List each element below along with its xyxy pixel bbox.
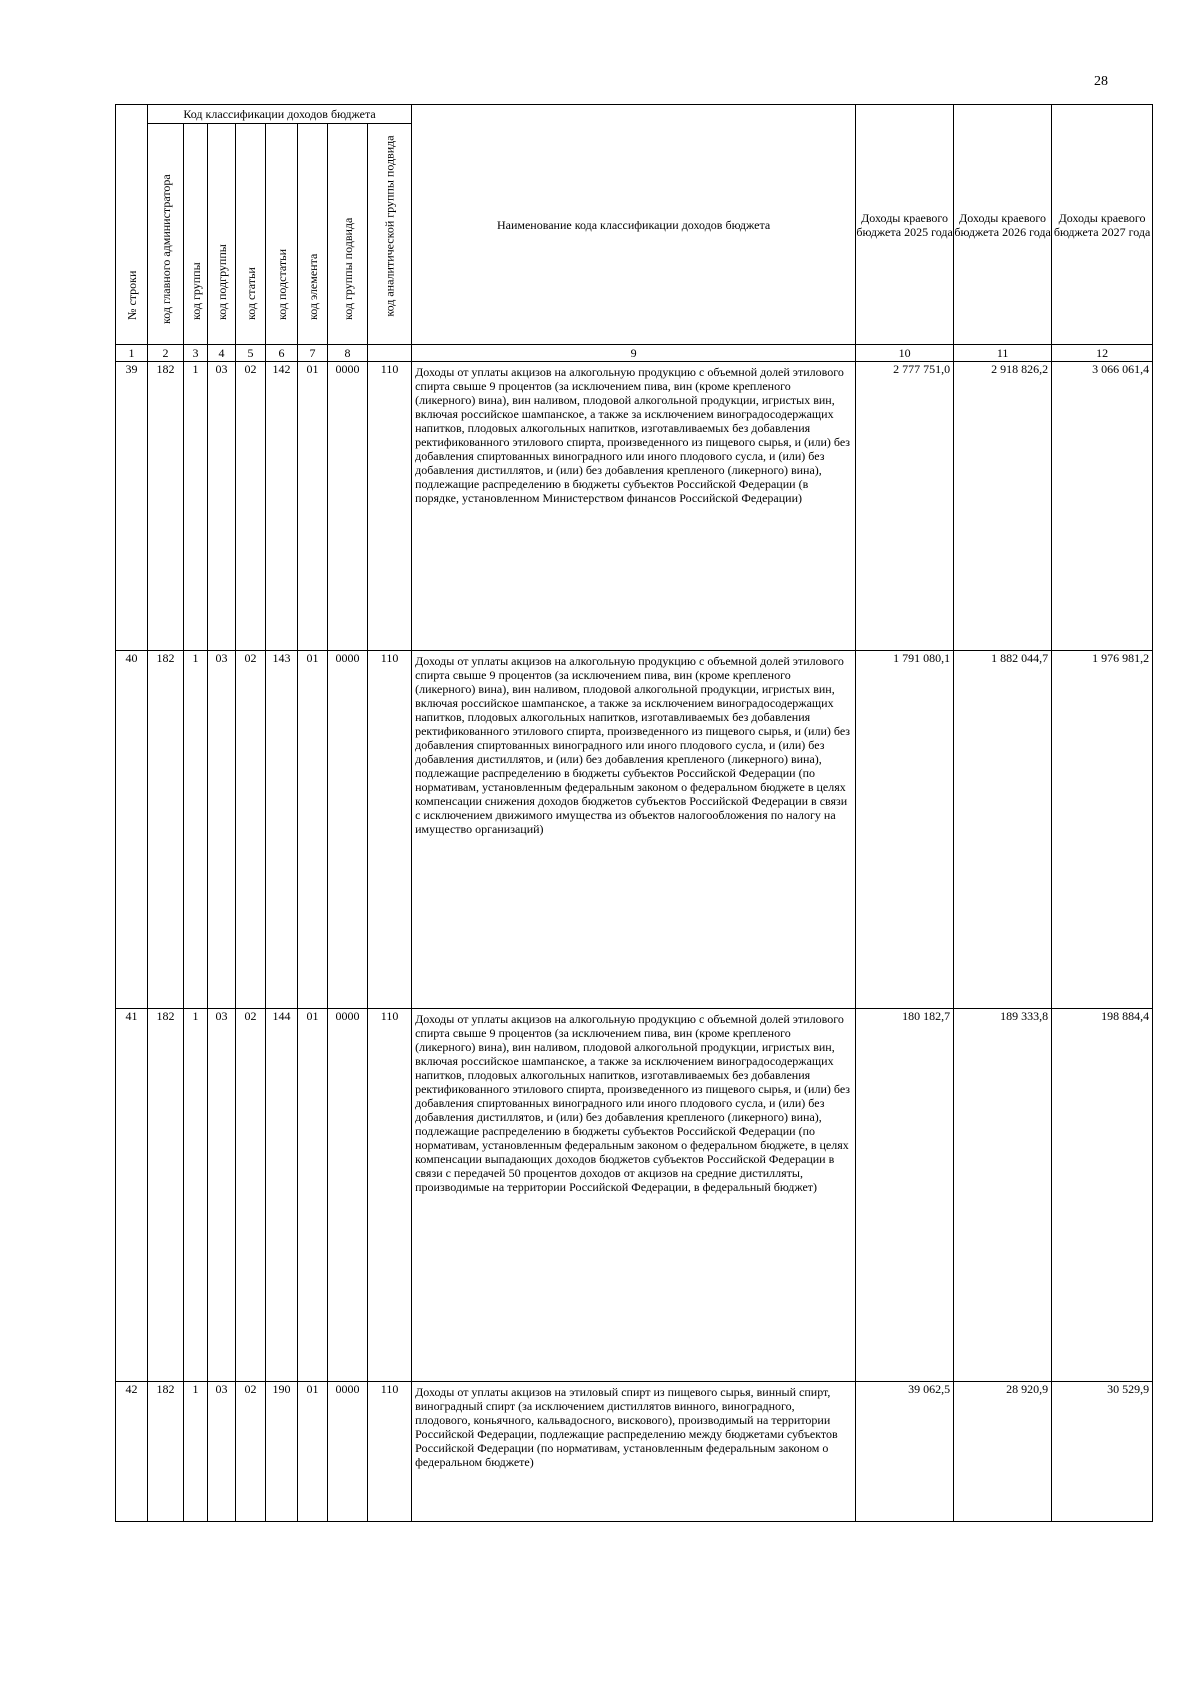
code-subgroup: 03 xyxy=(208,1382,236,1522)
header-row-top xyxy=(116,105,1153,124)
amount-2025: 39 062,5 xyxy=(856,1382,954,1522)
amount-2027: 30 529,9 xyxy=(1052,1382,1153,1522)
income-name: Доходы от уплаты акцизов на этиловый спирт из пищевого сырья, винный спирт, виноградный спирт (за исключением дистиллятов винного, виноградного, плодового, коньячного, кальвадосного, вискового), производимый на территории Российской Федерации, подлежащие распределению между бюджетами субъектов Российской Федерации (по нормативам, установленным федеральным законом о федеральном бюджете) xyxy=(412,1382,856,1522)
page-number: 28 xyxy=(1094,74,1108,89)
code-subtype-group: 0000 xyxy=(328,1382,368,1522)
col-number: 4 xyxy=(208,345,236,362)
code-subarticle: 143 xyxy=(266,651,298,1009)
code-group: 1 xyxy=(184,1009,208,1382)
header-year-2026: Доходы краевого бюджета 2026 года xyxy=(954,105,1052,345)
amount-2027: 1 976 981,2 xyxy=(1052,651,1153,1009)
code-element: 01 xyxy=(298,651,328,1009)
code-article: 02 xyxy=(236,1009,266,1382)
code-subgroup: 03 xyxy=(208,651,236,1009)
code-group: 1 xyxy=(184,362,208,651)
amount-2025: 180 182,7 xyxy=(856,1009,954,1382)
code-analytic-group: 110 xyxy=(368,1009,412,1382)
col-number: 8 xyxy=(328,345,368,362)
income-name: Доходы от уплаты акцизов на алкогольную продукцию с объемной долей этилового спирта свыше 9 процентов (за исключением пива, вин (кроме крепленого (ликерного) вина), вин наливом, плодовой алкогольной продукции, игристых вин, включая российское шампанское, а также за исключением виноградосодержащих напитков, плодовых алкогольных напитков, изготавливаемых без добавления ректификованного этилового спирта, произведенного из пищевого сырья, и (или) без добавления спиртованных виноградного или иного плодового сусла, и (или) без добавления дистиллятов, и (или) без добавления крепленого (ликерного) вина), подлежащие распределению в бюджеты субъектов Российской Федерации (по нормативам, установленным федеральным законом о федеральном бюджете, в целях компенсации выпадающих доходов бюджетов субъектов Российской Федерации в связи с передачей 50 процентов доходов от акцизов на средние дистилляты, производимые на территории Российской Федерации, в федеральный бюджет) xyxy=(412,1009,856,1382)
col-number: 6 xyxy=(266,345,298,362)
code-admin: 182 xyxy=(148,651,184,1009)
col-number: 7 xyxy=(298,345,328,362)
code-subtype-group: 0000 xyxy=(328,1009,368,1382)
code-admin: 182 xyxy=(148,1382,184,1522)
code-subtype-group: 0000 xyxy=(328,651,368,1009)
header-code-admin: код главного администратора xyxy=(148,124,184,345)
header-row-no: № строки xyxy=(116,105,148,345)
code-group: 1 xyxy=(184,1382,208,1522)
row-number: 39 xyxy=(116,362,148,651)
table-row xyxy=(116,1009,1153,1382)
header-code-subarticle: код подстатьи xyxy=(266,124,298,345)
amount-2025: 1 791 080,1 xyxy=(856,651,954,1009)
header-code-article: код статьи xyxy=(236,124,266,345)
header-year-2025: Доходы краевого бюджета 2025 года xyxy=(856,105,954,345)
col-number: 2 xyxy=(148,345,184,362)
code-article: 02 xyxy=(236,362,266,651)
code-subarticle: 142 xyxy=(266,362,298,651)
col-number: 1 xyxy=(116,345,148,362)
budget-revenue-table xyxy=(115,104,1153,1522)
code-admin: 182 xyxy=(148,1009,184,1382)
header-name: Наименование кода классификации доходов бюджета xyxy=(412,105,856,345)
income-name: Доходы от уплаты акцизов на алкогольную продукцию с объемной долей этилового спирта свыше 9 процентов (за исключением пива, вин (кроме крепленого (ликерного) вина), вин наливом, плодовой алкогольной продукции, игристых вин, включая российское шампанское, а также за исключением виноградосодержащих напитков, плодовых алкогольных напитков, изготавливаемых без добавления ректификованного этилового спирта, произведенного из пищевого сырья, и (или) без добавления спиртованных виноградного или иного плодового сусла, и (или) без добавления дистиллятов, и (или) без добавления крепленого (ликерного) вина), подлежащие распределению в бюджеты субъектов Российской Федерации (по нормативам, установленным федеральным законом о федеральном бюджете в целях компенсации снижения доходов бюджетов субъектов Российской Федерации в связи с исключением движимого имущества из объектов налогообложения по налогу на имущество организаций) xyxy=(412,651,856,1009)
code-analytic-group: 110 xyxy=(368,362,412,651)
code-analytic-group: 110 xyxy=(368,1382,412,1522)
code-element: 01 xyxy=(298,362,328,651)
code-element: 01 xyxy=(298,1382,328,1522)
col-number: 12 xyxy=(1052,345,1153,362)
code-group: 1 xyxy=(184,651,208,1009)
col-number: 5 xyxy=(236,345,266,362)
header-code-element: код элемента xyxy=(298,124,328,345)
header-code-subtype-group: код группы подвида xyxy=(328,124,368,345)
column-numbers-row xyxy=(116,345,1153,362)
code-subarticle: 190 xyxy=(266,1382,298,1522)
code-subarticle: 144 xyxy=(266,1009,298,1382)
col-number: 3 xyxy=(184,345,208,362)
row-number: 41 xyxy=(116,1009,148,1382)
amount-2027: 198 884,4 xyxy=(1052,1009,1153,1382)
code-subgroup: 03 xyxy=(208,362,236,651)
table-row xyxy=(116,362,1153,651)
code-subtype-group: 0000 xyxy=(328,362,368,651)
amount-2026: 1 882 044,7 xyxy=(954,651,1052,1009)
col-number: 10 xyxy=(856,345,954,362)
col-number: 9 xyxy=(412,345,856,362)
amount-2027: 3 066 061,4 xyxy=(1052,362,1153,651)
income-name: Доходы от уплаты акцизов на алкогольную продукцию с объемной долей этилового спирта свыше 9 процентов (за исключением пива, вин (кроме крепленого (ликерного) вина), вин наливом, плодовой алкогольной продукции, игристых вин, включая российское шампанское, а также за исключением виноградосодержащих напитков, плодовых алкогольных напитков, изготавливаемых без добавления ректификованного этилового спирта, произведенного из пищевого сырья, и (или) без добавления спиртованных виноградного или иного плодового сусла, и (или) без добавления дистиллятов, и (или) без добавления крепленого (ликерного) вина), подлежащие распределению в бюджеты субъектов Российской Федерации (в порядке, установленном Министерством финансов Российской Федерации) xyxy=(412,362,856,651)
col-number: 11 xyxy=(954,345,1052,362)
header-year-2027: Доходы краевого бюджета 2027 года xyxy=(1052,105,1153,345)
header-code-analytic-group: код аналитической группы подвида xyxy=(368,124,412,345)
code-article: 02 xyxy=(236,1382,266,1522)
code-element: 01 xyxy=(298,1009,328,1382)
code-admin: 182 xyxy=(148,362,184,651)
amount-2025: 2 777 751,0 xyxy=(856,362,954,651)
amount-2026: 2 918 826,2 xyxy=(954,362,1052,651)
amount-2026: 28 920,9 xyxy=(954,1382,1052,1522)
table-row xyxy=(116,651,1153,1009)
table-row xyxy=(116,1382,1153,1522)
row-number: 42 xyxy=(116,1382,148,1522)
code-subgroup: 03 xyxy=(208,1009,236,1382)
code-article: 02 xyxy=(236,651,266,1009)
row-number: 40 xyxy=(116,651,148,1009)
header-code-group: Код классификации доходов бюджета xyxy=(148,105,412,124)
header-code-subgroup: код подгруппы xyxy=(208,124,236,345)
header-code-group-col: код группы xyxy=(184,124,208,345)
amount-2026: 189 333,8 xyxy=(954,1009,1052,1382)
code-analytic-group: 110 xyxy=(368,651,412,1009)
